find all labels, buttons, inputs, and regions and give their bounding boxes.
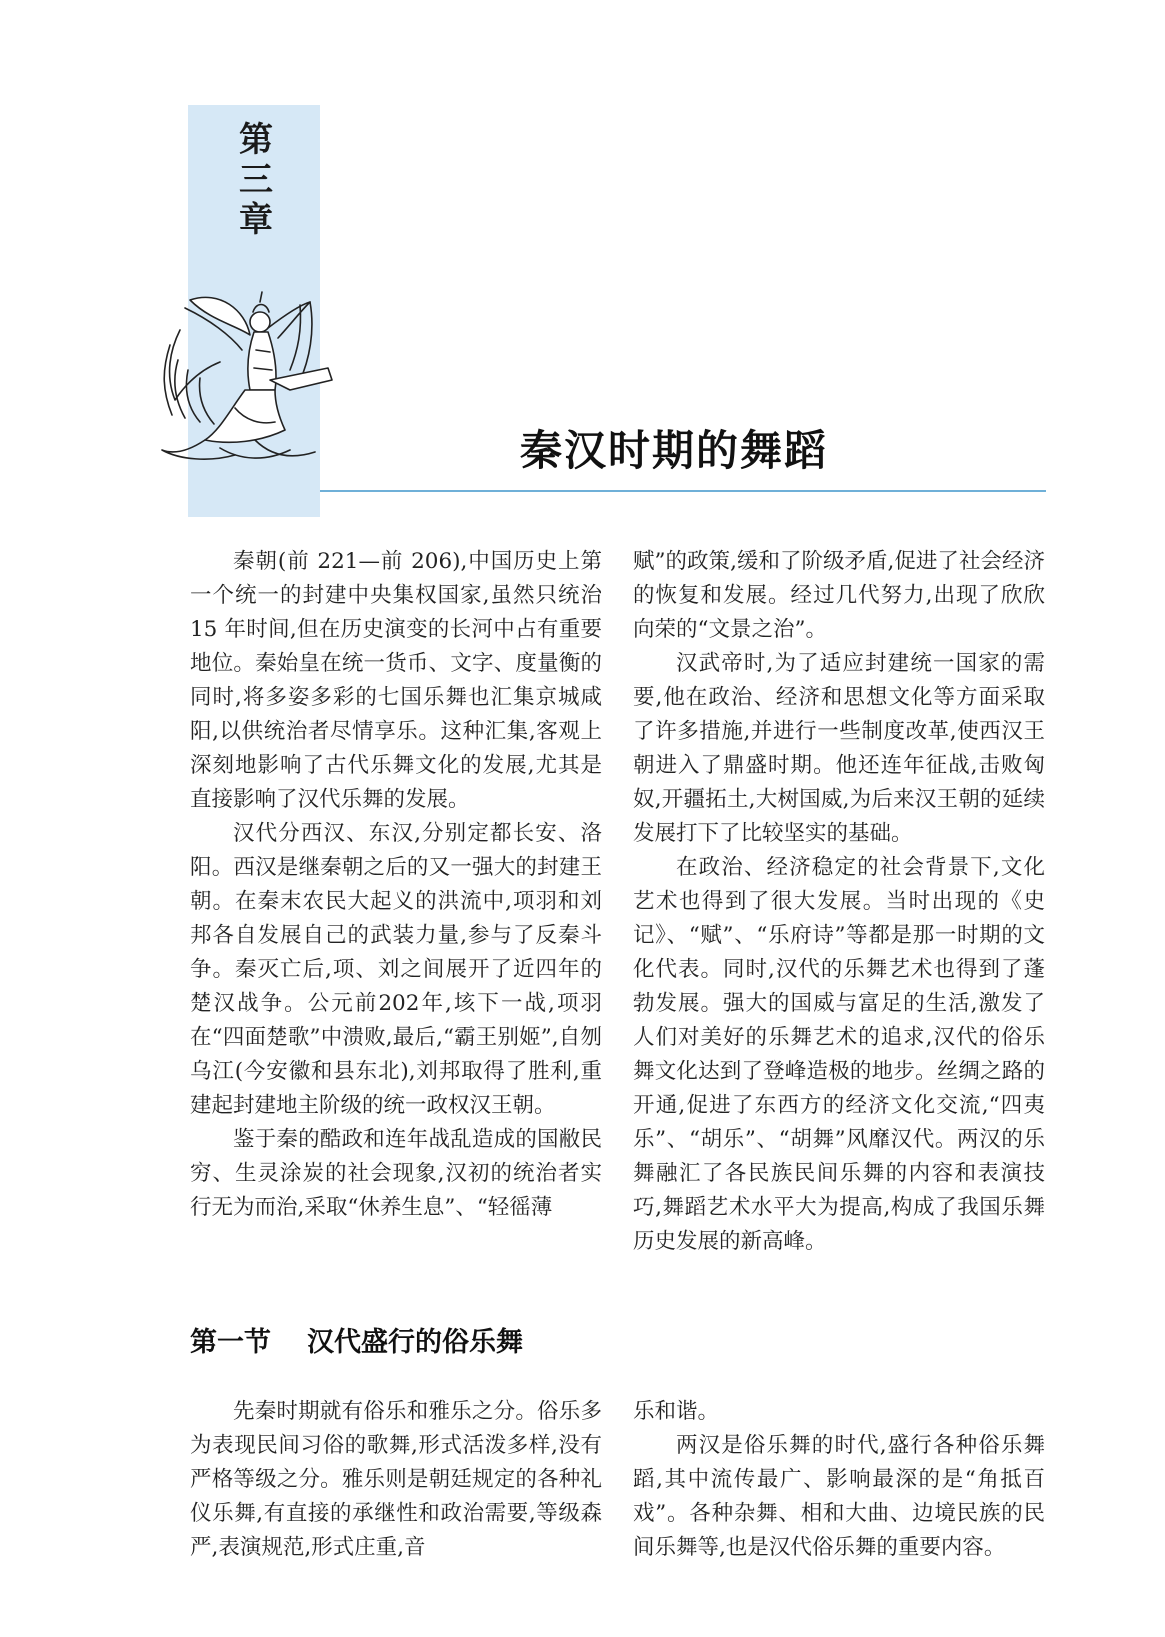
chapter-label-char: 章	[239, 200, 273, 240]
intro-left-column	[190, 545, 602, 1225]
title-divider	[320, 490, 1046, 492]
paragraph: 汉武帝时,为了适应封建统一国家的需要,他在政治、经济和思想文化等方面采取了许多措施,并进行一些制度改革,使西汉王朝进入了鼎盛时期。他还连年征战,击败匈奴,开疆拓土,大树国威,为后来汉王朝的延续发展打下了比较坚实的基础。	[633, 651, 1045, 846]
paragraph: 秦朝(前 221—前 206),中国历史上第一个统一的封建中央集权国家,虽然只统治 15 年时间,但在历史演变的长河中占有重要地位。秦始皇在统一货币、文字、度量衡的同时,将多姿多彩的七国乐舞也汇集京城咸阳,以供统治者尽情享乐。这种汇集,客观上深刻地影响了古代乐舞文化的发展,尤其是直接影响了汉代乐舞的发展。	[190, 549, 602, 812]
paragraph: 鉴于秦的酷政和连年战乱造成的国敝民穷、生灵涂炭的社会现象,汉初的统治者实行无为而治,采取“休养生息”、“轻徭薄	[190, 1127, 602, 1220]
chapter-label-char: 三	[239, 160, 273, 200]
paragraph: 在政治、经济稳定的社会背景下,文化艺术也得到了很大发展。当时出现的《史记》、“赋”、“乐府诗”等都是那一时期的文化代表。同时,汉代的乐舞艺术也得到了蓬勃发展。强大的国威与富足的生活,激发了人们对美好的乐舞艺术的追求,汉代的俗乐舞文化达到了登峰造极的地步。丝绸之路的开通,促进了东西方的经济文化交流,“四夷乐”、“胡乐”、“胡舞”风靡汉代。两汉的乐舞融汇了各民族民间乐舞的内容和表演技巧,舞蹈艺术水平大为提高,构成了我国乐舞历史发展的新高峰。	[633, 855, 1045, 1254]
paragraph-continued: 赋”的政策,缓和了阶级矛盾,促进了社会经济的恢复和发展。经过几代努力,出现了欣欣向荣的“文景之治”。	[633, 549, 1045, 642]
section-heading	[190, 1320, 523, 1359]
paragraph: 两汉是俗乐舞的时代,盛行各种俗乐舞蹈,其中流传最广、影响最深的是“角抵百戏”。各种杂舞、相和大曲、边境民族的民间乐舞等,也是汉代俗乐舞的重要内容。	[633, 1433, 1045, 1560]
paragraph: 汉代分西汉、东汉,分别定都长安、洛阳。西汉是继秦朝之后的又一强大的封建王朝。在秦末农民大起义的洪流中,项羽和刘邦各自发展自己的武装力量,参与了反秦斗争。秦灭亡后,项、刘之间展开了近四年的楚汉战争。公元前202年,垓下一战,项羽在“四面楚歌”中溃败,最后,“霸王别姬”,自刎乌江(今安徽和县东北),刘邦取得了胜利,重建起封建地主阶级的统一政权汉王朝。	[190, 821, 602, 1118]
paragraph-continued: 乐和谐。	[633, 1399, 720, 1424]
chapter-title: 秦汉时期的舞蹈	[520, 426, 829, 475]
paragraph: 先秦时期就有俗乐和雅乐之分。俗乐多为表现民间习俗的歌舞,形式活泼多样,没有严格等级之分。雅乐则是朝廷规定的各种礼仪乐舞,有直接的承继性和政治需要,等级森严,表演规范,形式庄重,音	[190, 1399, 602, 1560]
section-number: 第一节	[190, 1327, 271, 1358]
chapter-label	[236, 120, 276, 240]
section-right-column	[633, 1395, 1045, 1565]
intro-right-column	[633, 545, 1045, 1259]
chapter-label-char: 第	[239, 120, 273, 160]
section-left-column	[190, 1395, 602, 1565]
section-title: 汉代盛行的俗乐舞	[307, 1327, 523, 1358]
dancer-illustration	[150, 290, 360, 470]
